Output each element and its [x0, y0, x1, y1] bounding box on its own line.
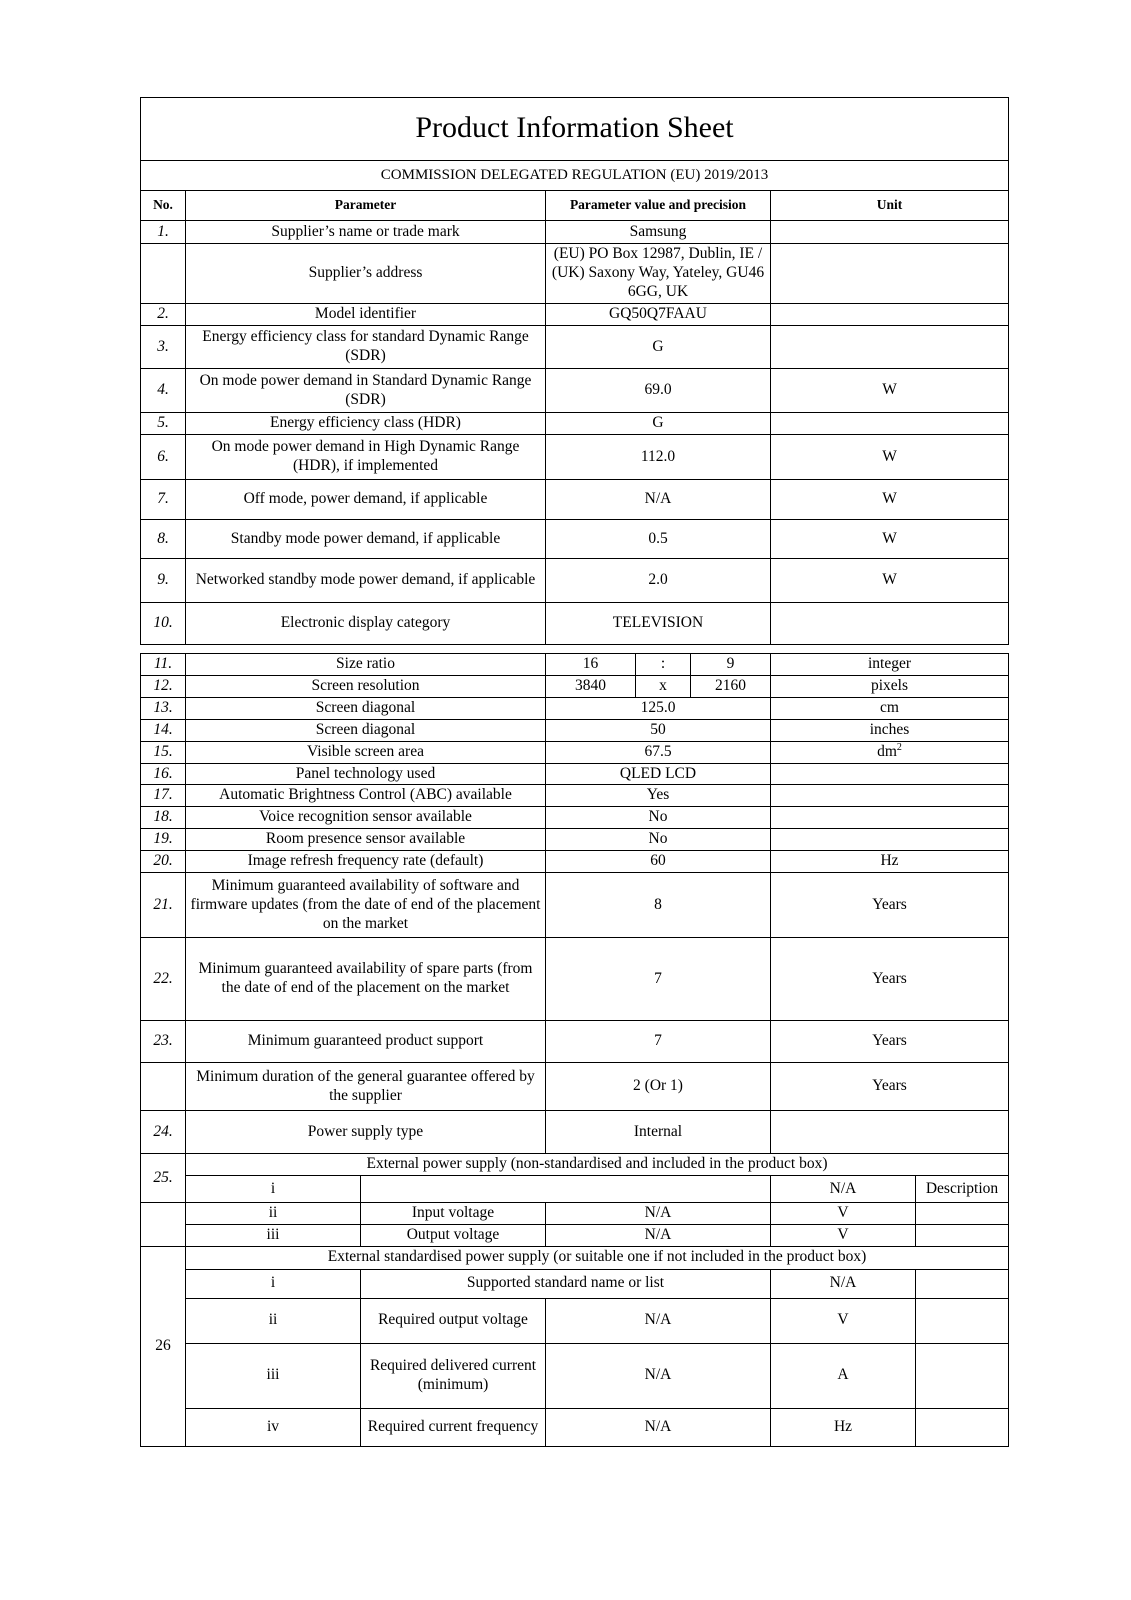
table-row: [141, 369, 1009, 413]
row-number: 7.: [141, 480, 186, 520]
row-number: 23.: [141, 1021, 186, 1063]
value-separator: x: [636, 675, 691, 697]
value-cell: 125.0: [546, 697, 771, 719]
unit-cell: [771, 829, 1009, 851]
unit-cell: A: [771, 1343, 916, 1408]
parameter-cell: Networked standby mode power demand, if applicable: [186, 559, 546, 603]
subtitle-row: [141, 161, 1009, 191]
table-row: [141, 675, 1009, 697]
value-cell-b: 9: [691, 654, 771, 676]
table-row: [141, 1063, 1009, 1111]
parameter-cell: Electronic display category: [186, 603, 546, 645]
table-row: [141, 603, 1009, 645]
unit-cell: Years: [771, 1021, 1009, 1063]
unit-cell: [771, 413, 1009, 435]
section26-header: External standardised power supply (or suitable one if not included in the product box): [186, 1246, 1009, 1269]
unit-cell: V: [771, 1224, 916, 1246]
parameter-cell: Standby mode power demand, if applicable: [186, 520, 546, 559]
subrow-label: Supported standard name or list: [361, 1269, 771, 1298]
parameter-cell: Off mode, power demand, if applicable: [186, 480, 546, 520]
unit-cell: [771, 326, 1009, 369]
value-cell: G: [546, 413, 771, 435]
parameter-cell: Visible screen area: [186, 741, 546, 763]
value-separator: :: [636, 654, 691, 676]
table-row: [141, 1021, 1009, 1063]
value-cell: 7: [546, 1021, 771, 1063]
subrow-label: Required current frequency: [361, 1408, 546, 1446]
section26-row: [141, 1408, 1009, 1446]
table-row: [141, 304, 1009, 326]
value-cell: GQ50Q7FAAU: [546, 304, 771, 326]
value-cell: G: [546, 326, 771, 369]
unit-cell: V: [771, 1298, 916, 1343]
section25-row: [141, 1176, 1009, 1203]
parameter-cell: Panel technology used: [186, 763, 546, 785]
parameter-cell: On mode power demand in High Dynamic Range (HDR), if implemented: [186, 435, 546, 480]
table-row: [141, 873, 1009, 938]
row-number: 3.: [141, 326, 186, 369]
value-cell-a: 3840: [546, 675, 636, 697]
unit-cell: W: [771, 435, 1009, 480]
parameter-cell: Voice recognition sensor available: [186, 807, 546, 829]
unit-cell: Years: [771, 873, 1009, 938]
unit-cell: cm: [771, 697, 1009, 719]
empty-cell: [916, 1298, 1009, 1343]
page-title: Product Information Sheet: [141, 98, 1009, 161]
row-number: 17.: [141, 785, 186, 807]
parameter-cell: Screen diagonal: [186, 719, 546, 741]
table-row: [141, 520, 1009, 559]
table-row: [141, 1111, 1009, 1154]
subrow-label: Input voltage: [361, 1203, 546, 1225]
row-number: 15.: [141, 741, 186, 763]
unit-cell: [771, 221, 1009, 244]
subrow-index: ii: [186, 1203, 361, 1225]
table-row: [141, 654, 1009, 676]
subrow-label: Required delivered current (minimum): [361, 1343, 546, 1408]
value-cell: 0.5: [546, 520, 771, 559]
unit-cell: inches: [771, 719, 1009, 741]
value-cell: N/A: [546, 1298, 771, 1343]
unit-cell: [771, 244, 1009, 304]
empty-cell: [916, 1408, 1009, 1446]
table-row: [141, 413, 1009, 435]
value-cell: 7: [546, 938, 771, 1021]
table-row: [141, 326, 1009, 369]
unit-cell: [771, 603, 1009, 645]
parameter-cell: Minimum duration of the general guarantee offered by the supplier: [186, 1063, 546, 1111]
column-header-row: [141, 191, 1009, 221]
row-number: 18.: [141, 807, 186, 829]
parameter-cell: Screen diagonal: [186, 697, 546, 719]
subrow-index: i: [186, 1269, 361, 1298]
unit-cell: [771, 1111, 1009, 1154]
empty-cell: [916, 1269, 1009, 1298]
product-information-sheet: [140, 97, 1008, 1447]
table-row: [141, 763, 1009, 785]
regulation-subtitle: COMMISSION DELEGATED REGULATION (EU) 2019/2013: [141, 161, 1009, 191]
parameter-cell: Energy efficiency class (HDR): [186, 413, 546, 435]
parameter-cell: Energy efficiency class for standard Dynamic Range (SDR): [186, 326, 546, 369]
empty-number-cell: [141, 1203, 186, 1247]
parameter-cell: Minimum guaranteed product support: [186, 1021, 546, 1063]
table-row: [141, 435, 1009, 480]
value-cell: 60: [546, 851, 771, 873]
value-cell: N/A: [546, 1224, 771, 1246]
unit-cell: W: [771, 369, 1009, 413]
table-row: [141, 480, 1009, 520]
row-number: 10.: [141, 603, 186, 645]
row-number: 20.: [141, 851, 186, 873]
table-row: [141, 851, 1009, 873]
unit-cell: Hz: [771, 1408, 916, 1446]
column-header-parameter: Parameter: [186, 191, 546, 221]
section25-row: [141, 1203, 1009, 1225]
value-cell: 67.5: [546, 741, 771, 763]
subrow-index: ii: [186, 1298, 361, 1343]
unit-cell: Years: [771, 938, 1009, 1021]
unit-superscript: 2: [896, 741, 902, 753]
row-number: 14.: [141, 719, 186, 741]
unit-cell: pixels: [771, 675, 1009, 697]
parameter-cell: Size ratio: [186, 654, 546, 676]
unit-cell: Years: [771, 1063, 1009, 1111]
value-cell: N/A: [546, 1203, 771, 1225]
subrow-index: iii: [186, 1343, 361, 1408]
table-row: [141, 741, 1009, 763]
na-cell: N/A: [771, 1176, 916, 1203]
row-number: 26: [141, 1246, 186, 1446]
parameter-cell: Screen resolution: [186, 675, 546, 697]
description-cell: Description: [916, 1176, 1009, 1203]
row-number: 1.: [141, 221, 186, 244]
subrow-index: iv: [186, 1408, 361, 1446]
unit-cell: [771, 304, 1009, 326]
unit-cell: [771, 741, 1009, 763]
value-cell: 2 (Or 1): [546, 1063, 771, 1111]
value-cell: N/A: [546, 1408, 771, 1446]
column-header-value: Parameter value and precision: [546, 191, 771, 221]
product-info-table-top: [140, 97, 1009, 645]
row-number: 16.: [141, 763, 186, 785]
row-number: 9.: [141, 559, 186, 603]
table-row: [141, 559, 1009, 603]
value-cell: 8: [546, 873, 771, 938]
value-cell: No: [546, 807, 771, 829]
parameter-cell: Minimum guaranteed availability of spare parts (from the date of end of the placement on the market: [186, 938, 546, 1021]
table-row: [141, 719, 1009, 741]
unit-cell: W: [771, 520, 1009, 559]
row-number: 5.: [141, 413, 186, 435]
section26-header-row: [141, 1246, 1009, 1269]
subrow-index: i: [186, 1176, 361, 1203]
parameter-cell: Minimum guaranteed availability of software and firmware updates (from the date of end of the placement on the market: [186, 873, 546, 938]
table-row: [141, 244, 1009, 304]
row-number: 12.: [141, 675, 186, 697]
unit-cell: [771, 785, 1009, 807]
column-header-no: No.: [141, 191, 186, 221]
parameter-cell: Power supply type: [186, 1111, 546, 1154]
value-cell: 50: [546, 719, 771, 741]
value-cell: N/A: [546, 1343, 771, 1408]
parameter-cell: On mode power demand in Standard Dynamic Range (SDR): [186, 369, 546, 413]
parameter-cell: Model identifier: [186, 304, 546, 326]
empty-cell: [361, 1176, 771, 1203]
title-row: [141, 98, 1009, 161]
subrow-label: Required output voltage: [361, 1298, 546, 1343]
row-number: 21.: [141, 873, 186, 938]
product-info-table-main: [140, 653, 1009, 1447]
value-cell: Yes: [546, 785, 771, 807]
column-header-unit: Unit: [771, 191, 1009, 221]
row-number: 22.: [141, 938, 186, 1021]
value-cell: 69.0: [546, 369, 771, 413]
table-row: [141, 807, 1009, 829]
parameter-cell: Image refresh frequency rate (default): [186, 851, 546, 873]
value-cell: (EU) PO Box 12987, Dublin, IE / (UK) Saxony Way, Yateley, GU46 6GG, UK: [546, 244, 771, 304]
section25-row: [141, 1224, 1009, 1246]
value-cell: 2.0: [546, 559, 771, 603]
value-cell: No: [546, 829, 771, 851]
unit-cell: Hz: [771, 851, 1009, 873]
value-cell: Internal: [546, 1111, 771, 1154]
row-number: 13.: [141, 697, 186, 719]
unit-cell: W: [771, 480, 1009, 520]
empty-cell: [916, 1203, 1009, 1225]
row-number: [141, 244, 186, 304]
row-number: 2.: [141, 304, 186, 326]
value-cell: Samsung: [546, 221, 771, 244]
unit-cell: W: [771, 559, 1009, 603]
row-number: 4.: [141, 369, 186, 413]
row-number: 25.: [141, 1154, 186, 1203]
value-cell-b: 2160: [691, 675, 771, 697]
row-number: 19.: [141, 829, 186, 851]
value-cell: TELEVISION: [546, 603, 771, 645]
subrow-label: Output voltage: [361, 1224, 546, 1246]
unit-cell: [771, 807, 1009, 829]
section25-header: External power supply (non-standardised and included in the product box): [186, 1154, 1009, 1176]
section-gap: [140, 645, 1008, 653]
unit-cell: integer: [771, 654, 1009, 676]
section26-row: [141, 1298, 1009, 1343]
unit-cell: [771, 763, 1009, 785]
value-cell: 112.0: [546, 435, 771, 480]
parameter-cell: Automatic Brightness Control (ABC) available: [186, 785, 546, 807]
row-number: 24.: [141, 1111, 186, 1154]
table-row: [141, 221, 1009, 244]
value-cell-a: 16: [546, 654, 636, 676]
row-number: 8.: [141, 520, 186, 559]
parameter-cell: Supplier’s name or trade mark: [186, 221, 546, 244]
table-row: [141, 938, 1009, 1021]
row-number: [141, 1063, 186, 1111]
row-number: 6.: [141, 435, 186, 480]
value-cell: N/A: [771, 1269, 916, 1298]
table-row: [141, 697, 1009, 719]
row-number: 11.: [141, 654, 186, 676]
section25-header-row: [141, 1154, 1009, 1176]
section26-row: [141, 1343, 1009, 1408]
empty-cell: [916, 1224, 1009, 1246]
value-cell: N/A: [546, 480, 771, 520]
table-row: [141, 785, 1009, 807]
subrow-index: iii: [186, 1224, 361, 1246]
table-row: [141, 829, 1009, 851]
section26-row: [141, 1269, 1009, 1298]
unit-text: dm: [877, 742, 897, 760]
value-cell: QLED LCD: [546, 763, 771, 785]
parameter-cell: Room presence sensor available: [186, 829, 546, 851]
empty-cell: [916, 1343, 1009, 1408]
parameter-cell: Supplier’s address: [186, 244, 546, 304]
unit-cell: V: [771, 1203, 916, 1225]
